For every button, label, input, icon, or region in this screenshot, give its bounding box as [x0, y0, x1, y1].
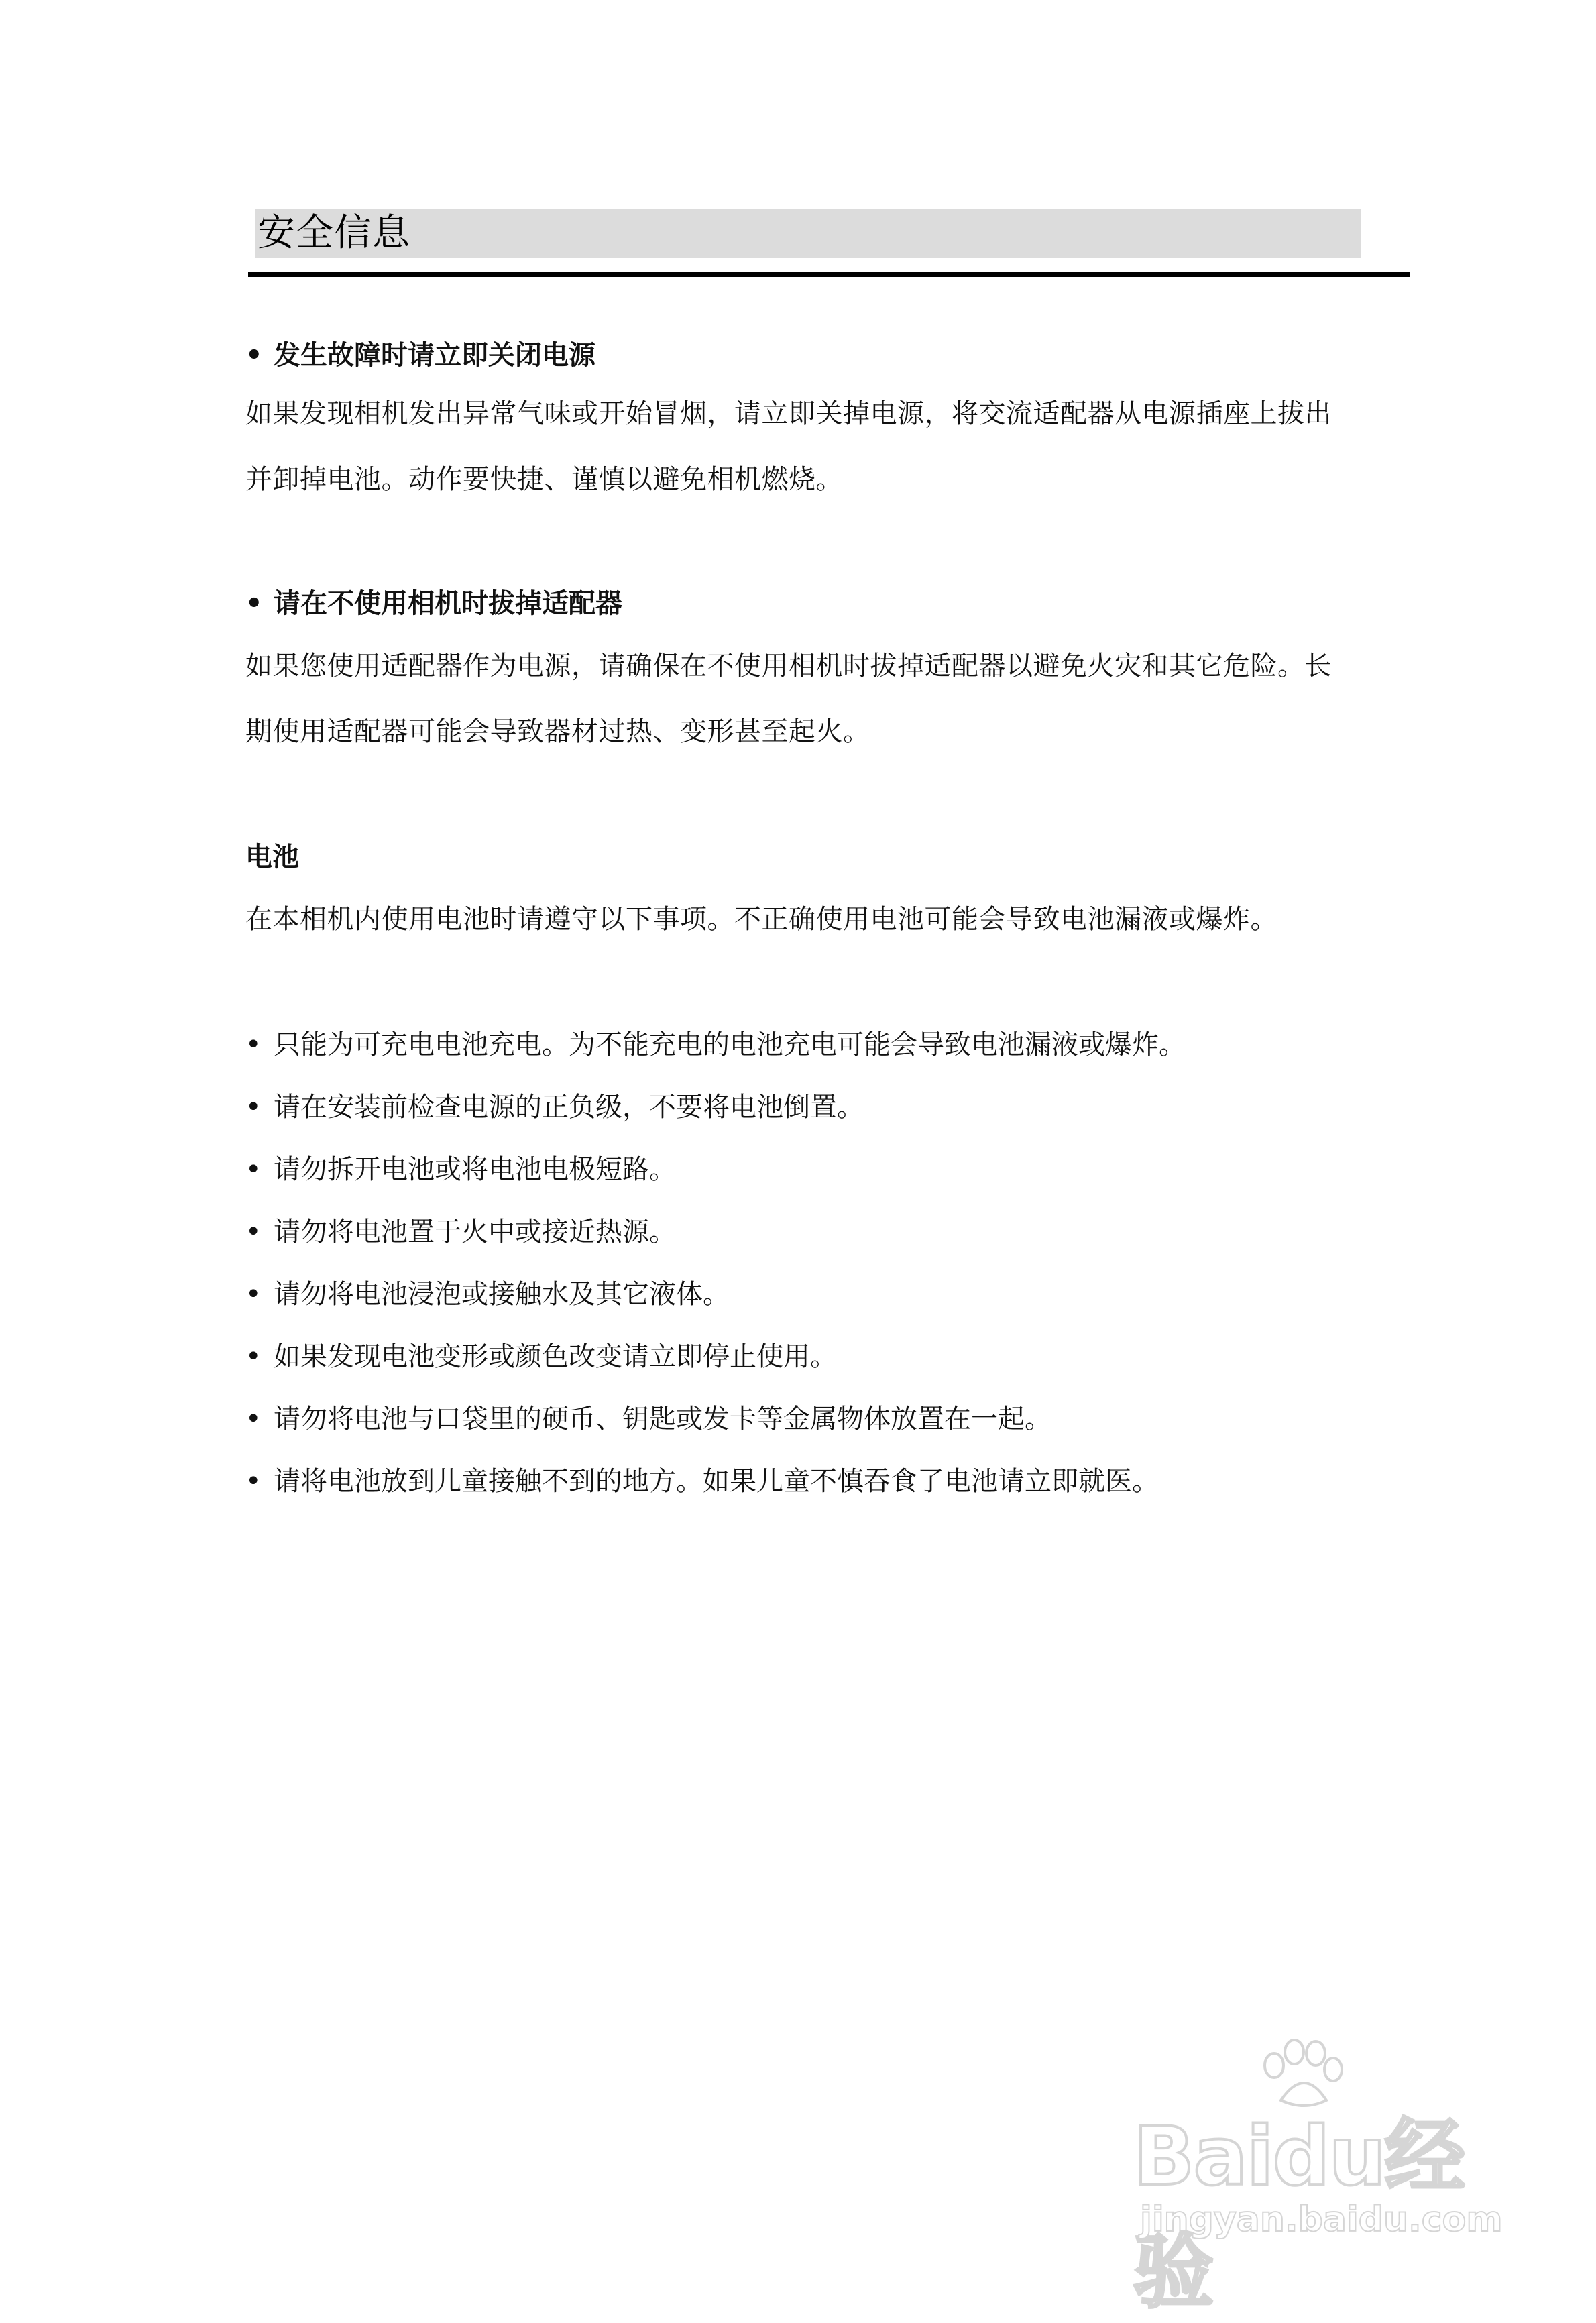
bullet-dot: •: [245, 340, 263, 371]
bullet-dot: •: [245, 1029, 262, 1060]
title-underline: [248, 272, 1410, 277]
baidu-watermark: [1133, 2039, 1509, 2319]
bullet-dot: •: [245, 1341, 262, 1372]
section-heading-unplug-adapter: [245, 585, 622, 622]
body-line: 并卸掉电池。动作要快捷、谨慎以避免相机燃烧。: [245, 464, 843, 495]
bullet-dot: •: [245, 1404, 262, 1434]
bullet-dot: •: [245, 588, 263, 619]
page-title: 安全信息: [258, 211, 410, 255]
body-line: 如果您使用适配器作为电源，请确保在不使用相机时拔掉适配器以避免火灾和其它危险。长: [245, 650, 1332, 681]
section-body-unplug-adapter: [245, 633, 1372, 764]
list-item: • 请勿拆开电池或将电池电极短路。: [245, 1151, 1186, 1213]
bullet-dot: •: [245, 1092, 262, 1123]
list-item: • 请勿将电池置于火中或接近热源。: [245, 1213, 1186, 1276]
list-item: • 请在安装前检查电源的正负级，不要将电池倒置。: [245, 1088, 1186, 1151]
battery-intro: 在本相机内使用电池时请遵守以下事项。不正确使用电池可能会导致电池漏液或爆炸。: [245, 904, 1277, 935]
list-item: • 请勿将电池浸泡或接触水及其它液体。: [245, 1276, 1186, 1338]
watermark-brand: Baidu经验: [1133, 2110, 1464, 2319]
list-item: • 请将电池放到儿童接触不到的地方。如果儿童不慎吞食了电池请立即就医。: [245, 1463, 1186, 1525]
list-item: • 如果发现电池变形或颜色改变请立即停止使用。: [245, 1338, 1186, 1400]
body-line: 如果发现相机发出异常气味或开始冒烟，请立即关掉电源，将交流适配器从电源插座上拔出: [245, 398, 1332, 429]
title-background: [255, 209, 1361, 258]
watermark-url: jingyan.baidu.com: [1140, 2200, 1503, 2240]
bullet-dot: •: [245, 1466, 262, 1497]
list-item: • 只能为可充电电池充电。为不能充电的电池充电可能会导致电池漏液或爆炸。: [245, 1026, 1186, 1088]
section-heading-text: 请在不使用相机时拔掉适配器: [274, 588, 622, 619]
bullet-dot: •: [245, 1154, 262, 1185]
list-item: • 请勿将电池与口袋里的硬币、钥匙或发卡等金属物体放置在一起。: [245, 1400, 1186, 1463]
battery-heading: 电池: [245, 842, 299, 872]
body-line: 期使用适配器可能会导致器材过热、变形甚至起火。: [245, 716, 870, 747]
section-body-power-off: [245, 381, 1372, 512]
bullet-dot: •: [245, 1216, 262, 1247]
battery-precautions-list: [245, 1026, 1186, 1525]
bullet-dot: •: [245, 1279, 262, 1310]
section-heading-text: 发生故障时请立即关闭电源: [274, 340, 595, 371]
section-heading-power-off: [245, 337, 595, 374]
